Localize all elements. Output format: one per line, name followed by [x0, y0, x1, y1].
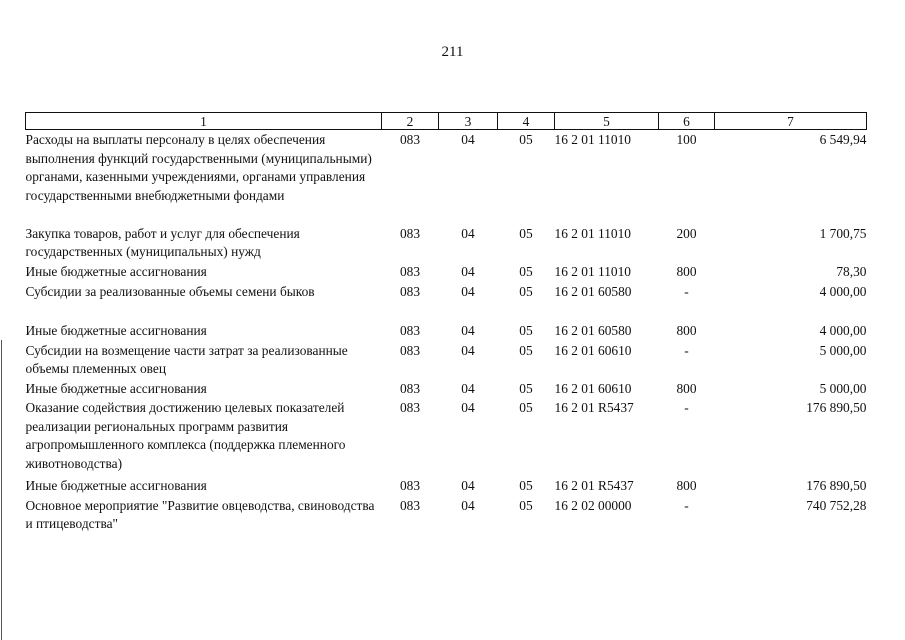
expense-type-code: 100 — [676, 132, 697, 147]
expense-name: Иные бюджетные ассигнования — [25, 263, 207, 279]
table-row — [26, 379, 867, 399]
target-item-code: 16 2 01 60580 — [554, 283, 632, 299]
subsection-code: 05 — [519, 497, 533, 513]
expense-name: Расходы на выплаты персоналу в целях обеспечения выполнения функций государственными (муниципальными) органами, казенными учреждениями, органами управления государственными внебюджетными фондами — [25, 132, 372, 203]
admin-code: 083 — [399, 263, 421, 279]
target-item-code: 16 2 01 60610 — [554, 380, 632, 396]
expense-name: Оказание содействия достижению целевых показателей реализации региональных программ развития агропромышленного комплекса (поддержка племенного животноводства) — [25, 400, 346, 471]
table-row — [26, 476, 867, 496]
section-code: 04 — [461, 322, 475, 338]
table-row — [26, 130, 867, 224]
amount: 78,30 — [836, 263, 867, 279]
admin-code: 083 — [399, 225, 421, 241]
expense-type-code: 200 — [676, 225, 697, 241]
subsection-code: 05 — [519, 283, 533, 299]
subsection-code: 05 — [519, 342, 533, 358]
header-col-4: 4 — [498, 113, 555, 130]
expense-name: Субсидии за реализованные объемы семени быков — [25, 283, 315, 299]
amount: 176 890,50 — [806, 400, 867, 415]
admin-code: 083 — [399, 342, 421, 358]
page-number: 211 — [441, 44, 464, 60]
subsection-code: 05 — [519, 380, 533, 396]
amount: 1 700,75 — [819, 225, 867, 241]
subsection-code: 05 — [519, 478, 533, 493]
expense-name: Иные бюджетные ассигнования — [25, 380, 207, 396]
table-row — [26, 398, 867, 476]
target-item-code: 16 2 02 00000 — [554, 497, 632, 513]
target-item-code: 16 2 01 11010 — [554, 225, 631, 241]
target-item-code: 16 2 01 60610 — [554, 342, 632, 358]
target-item-code: 16 2 01 R5437 — [554, 400, 634, 415]
section-code: 04 — [461, 283, 475, 299]
expense-name: Основное мероприятие "Развитие овцеводства, свиноводства и птицеводства" — [25, 497, 375, 531]
admin-code: 083 — [399, 283, 421, 299]
section-code: 04 — [461, 497, 475, 513]
section-code: 04 — [461, 478, 475, 493]
subsection-code: 05 — [519, 322, 533, 338]
expense-type-code: 800 — [676, 322, 697, 338]
amount: 5 000,00 — [819, 380, 867, 396]
expense-type-code: 800 — [676, 478, 697, 493]
expense-type-code: 800 — [676, 380, 697, 396]
subsection-code: 05 — [519, 225, 533, 241]
table-header-row — [26, 113, 867, 130]
section-code: 04 — [461, 263, 475, 279]
expense-name: Субсидии на возмещение части затрат за реализованные объемы племенных овец — [25, 342, 348, 376]
header-col-2: 2 — [382, 113, 439, 130]
header-col-5: 5 — [555, 113, 659, 130]
amount: 176 890,50 — [806, 478, 867, 493]
table-row — [26, 496, 867, 536]
amount: 4 000,00 — [819, 322, 867, 338]
target-item-code: 16 2 01 11010 — [554, 132, 631, 147]
table-row — [26, 321, 867, 341]
budget-table — [25, 112, 867, 536]
section-code: 04 — [461, 342, 475, 358]
scan-edge-line — [1, 340, 2, 640]
admin-code: 083 — [399, 132, 421, 147]
table-row — [26, 224, 867, 262]
subsection-code: 05 — [519, 263, 533, 279]
admin-code: 083 — [399, 380, 421, 396]
section-code: 04 — [461, 225, 475, 241]
expense-name: Закупка товаров, работ и услуг для обеспечения государственных (муниципальных) нужд — [25, 225, 300, 259]
target-item-code: 16 2 01 60580 — [554, 322, 632, 338]
target-item-code: 16 2 01 11010 — [554, 263, 631, 279]
expense-type-code: 800 — [676, 263, 697, 279]
expense-name: Иные бюджетные ассигнования — [25, 478, 207, 493]
section-code: 04 — [461, 400, 475, 415]
admin-code: 083 — [399, 400, 421, 415]
section-code: 04 — [461, 380, 475, 396]
header-col-6: 6 — [659, 113, 715, 130]
header-col-1: 1 — [26, 113, 382, 130]
table-row — [26, 341, 867, 379]
table-row — [26, 262, 867, 282]
amount: 4 000,00 — [819, 283, 867, 299]
amount: 740 752,28 — [806, 497, 867, 513]
admin-code: 083 — [399, 497, 421, 513]
header-col-3: 3 — [439, 113, 498, 130]
table-row — [26, 282, 867, 321]
subsection-code: 05 — [519, 400, 533, 415]
expense-type-code: - — [684, 283, 689, 299]
expense-name: Иные бюджетные ассигнования — [25, 322, 207, 338]
amount: 5 000,00 — [819, 342, 867, 358]
admin-code: 083 — [399, 478, 421, 493]
admin-code: 083 — [399, 322, 421, 338]
amount: 6 549,94 — [819, 132, 867, 147]
target-item-code: 16 2 01 R5437 — [554, 478, 634, 493]
subsection-code: 05 — [519, 132, 533, 147]
section-code: 04 — [461, 132, 475, 147]
header-col-7: 7 — [715, 113, 867, 130]
expense-type-code: - — [684, 497, 689, 513]
expense-type-code: - — [684, 400, 689, 415]
expense-type-code: - — [684, 342, 689, 358]
